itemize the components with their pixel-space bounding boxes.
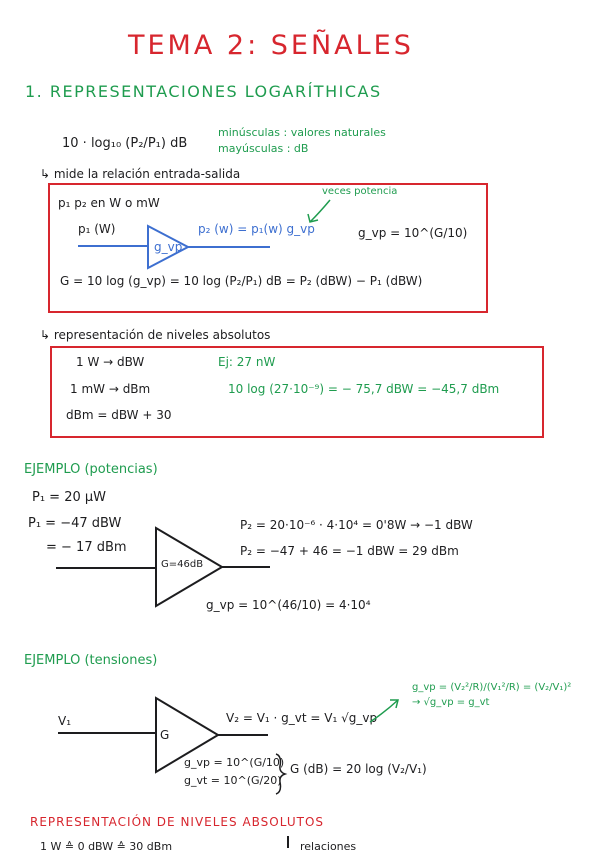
v1-label: V₁: [58, 714, 72, 728]
output-power-label: p₂ (w) = p₁(w) g_vp: [198, 222, 315, 236]
voltage-gain-db-formula: G (dB) = 20 log (V₂/V₁): [290, 762, 427, 776]
section-heading-absolute: REPRESENTACIÓN DE NIVELES ABSOLUTOS: [30, 815, 325, 829]
amp2-gain-label: G: [160, 728, 170, 742]
v2-equation: V₂ = V₁ · g_vt = V₁ √g_vp: [226, 711, 378, 725]
veces-arrow: [308, 200, 330, 222]
bullet-niveles: ↳ representación de niveles absolutos: [40, 328, 271, 342]
partial-relaciones: relaciones: [300, 840, 357, 853]
partial-equivalence: 1 W ≙ 0 dBW ≙ 30 dBm: [40, 840, 173, 853]
box1-amplifier-diagram: [78, 226, 270, 268]
veces-note: veces potencia: [322, 186, 398, 197]
p1-dbw: P₁ = −47 dBW: [28, 516, 122, 531]
p1-dbm: = − 17 dBm: [46, 540, 127, 555]
gvt-formula: g_vt = 10^(G/20): [184, 774, 282, 787]
example-calculation: 10 log (27·10⁻⁹) = − 75,7 dBW = −45,7 dBm: [228, 382, 500, 396]
gain-note: g_vp = 10^(G/10): [358, 226, 468, 240]
curly-brace: [276, 754, 285, 794]
amp-gain-label: g_vp: [154, 240, 183, 254]
db-formula: 10 · log₁₀ (P₂/P₁) dB: [62, 136, 188, 151]
input-power-label: p₁ (W): [78, 222, 116, 236]
gain-db-equation: G = 10 log (g_vp) = 10 log (P₂/P₁) dB = P₂ (dBW) − P₁ (dBW): [60, 274, 423, 288]
level-line-dbm: 1 mW → dBm: [70, 382, 151, 396]
bullet-relacion: ↳ mide la relación entrada-salida: [40, 167, 241, 181]
example-label: Ej: 27 nW: [218, 355, 276, 369]
example1-amplifier-diagram: [56, 528, 270, 606]
level-line-conversion: dBm = dBW + 30: [66, 408, 172, 422]
note-minusculas: minúsculas : valores naturales: [218, 126, 386, 139]
section-heading-logarithmic: 1. REPRESENTACIONES LOGARÍTHICAS: [25, 82, 382, 101]
example-power-heading: EJEMPLO (potencias): [24, 462, 158, 477]
example2-amplifier-diagram: [58, 698, 268, 772]
note-mayusculas: mayúsculas : dB: [218, 142, 309, 155]
p2-watts: P₂ = 20·10⁻⁶ · 4·10⁴ = 0'8W → −1 dBW: [240, 518, 473, 532]
p2-db: P₂ = −47 + 46 = −1 dBW = 29 dBm: [240, 544, 459, 558]
example-voltage-heading: EJEMPLO (tensiones): [24, 653, 158, 668]
level-line-dbw: 1 W → dBW: [76, 355, 145, 369]
gvp-example: g_vp = 10^(46/10) = 4·10⁴: [206, 598, 371, 612]
units-line: p₁ p₂ en W o mW: [58, 196, 160, 210]
voltage-gain-derivation: g_vp = (V₂²/R)/(V₁²/R) = (V₂/V₁)² → √g_vp = g_vt: [412, 682, 572, 708]
p1-watts: P₁ = 20 μW: [32, 490, 107, 505]
page-title: TEMA 2: SEÑALES: [128, 30, 414, 61]
amp1-gain-label: G=46dB: [161, 559, 204, 570]
derivation-arrow: [370, 700, 398, 722]
gvp-formula: g_vp = 10^(G/10): [184, 756, 285, 769]
